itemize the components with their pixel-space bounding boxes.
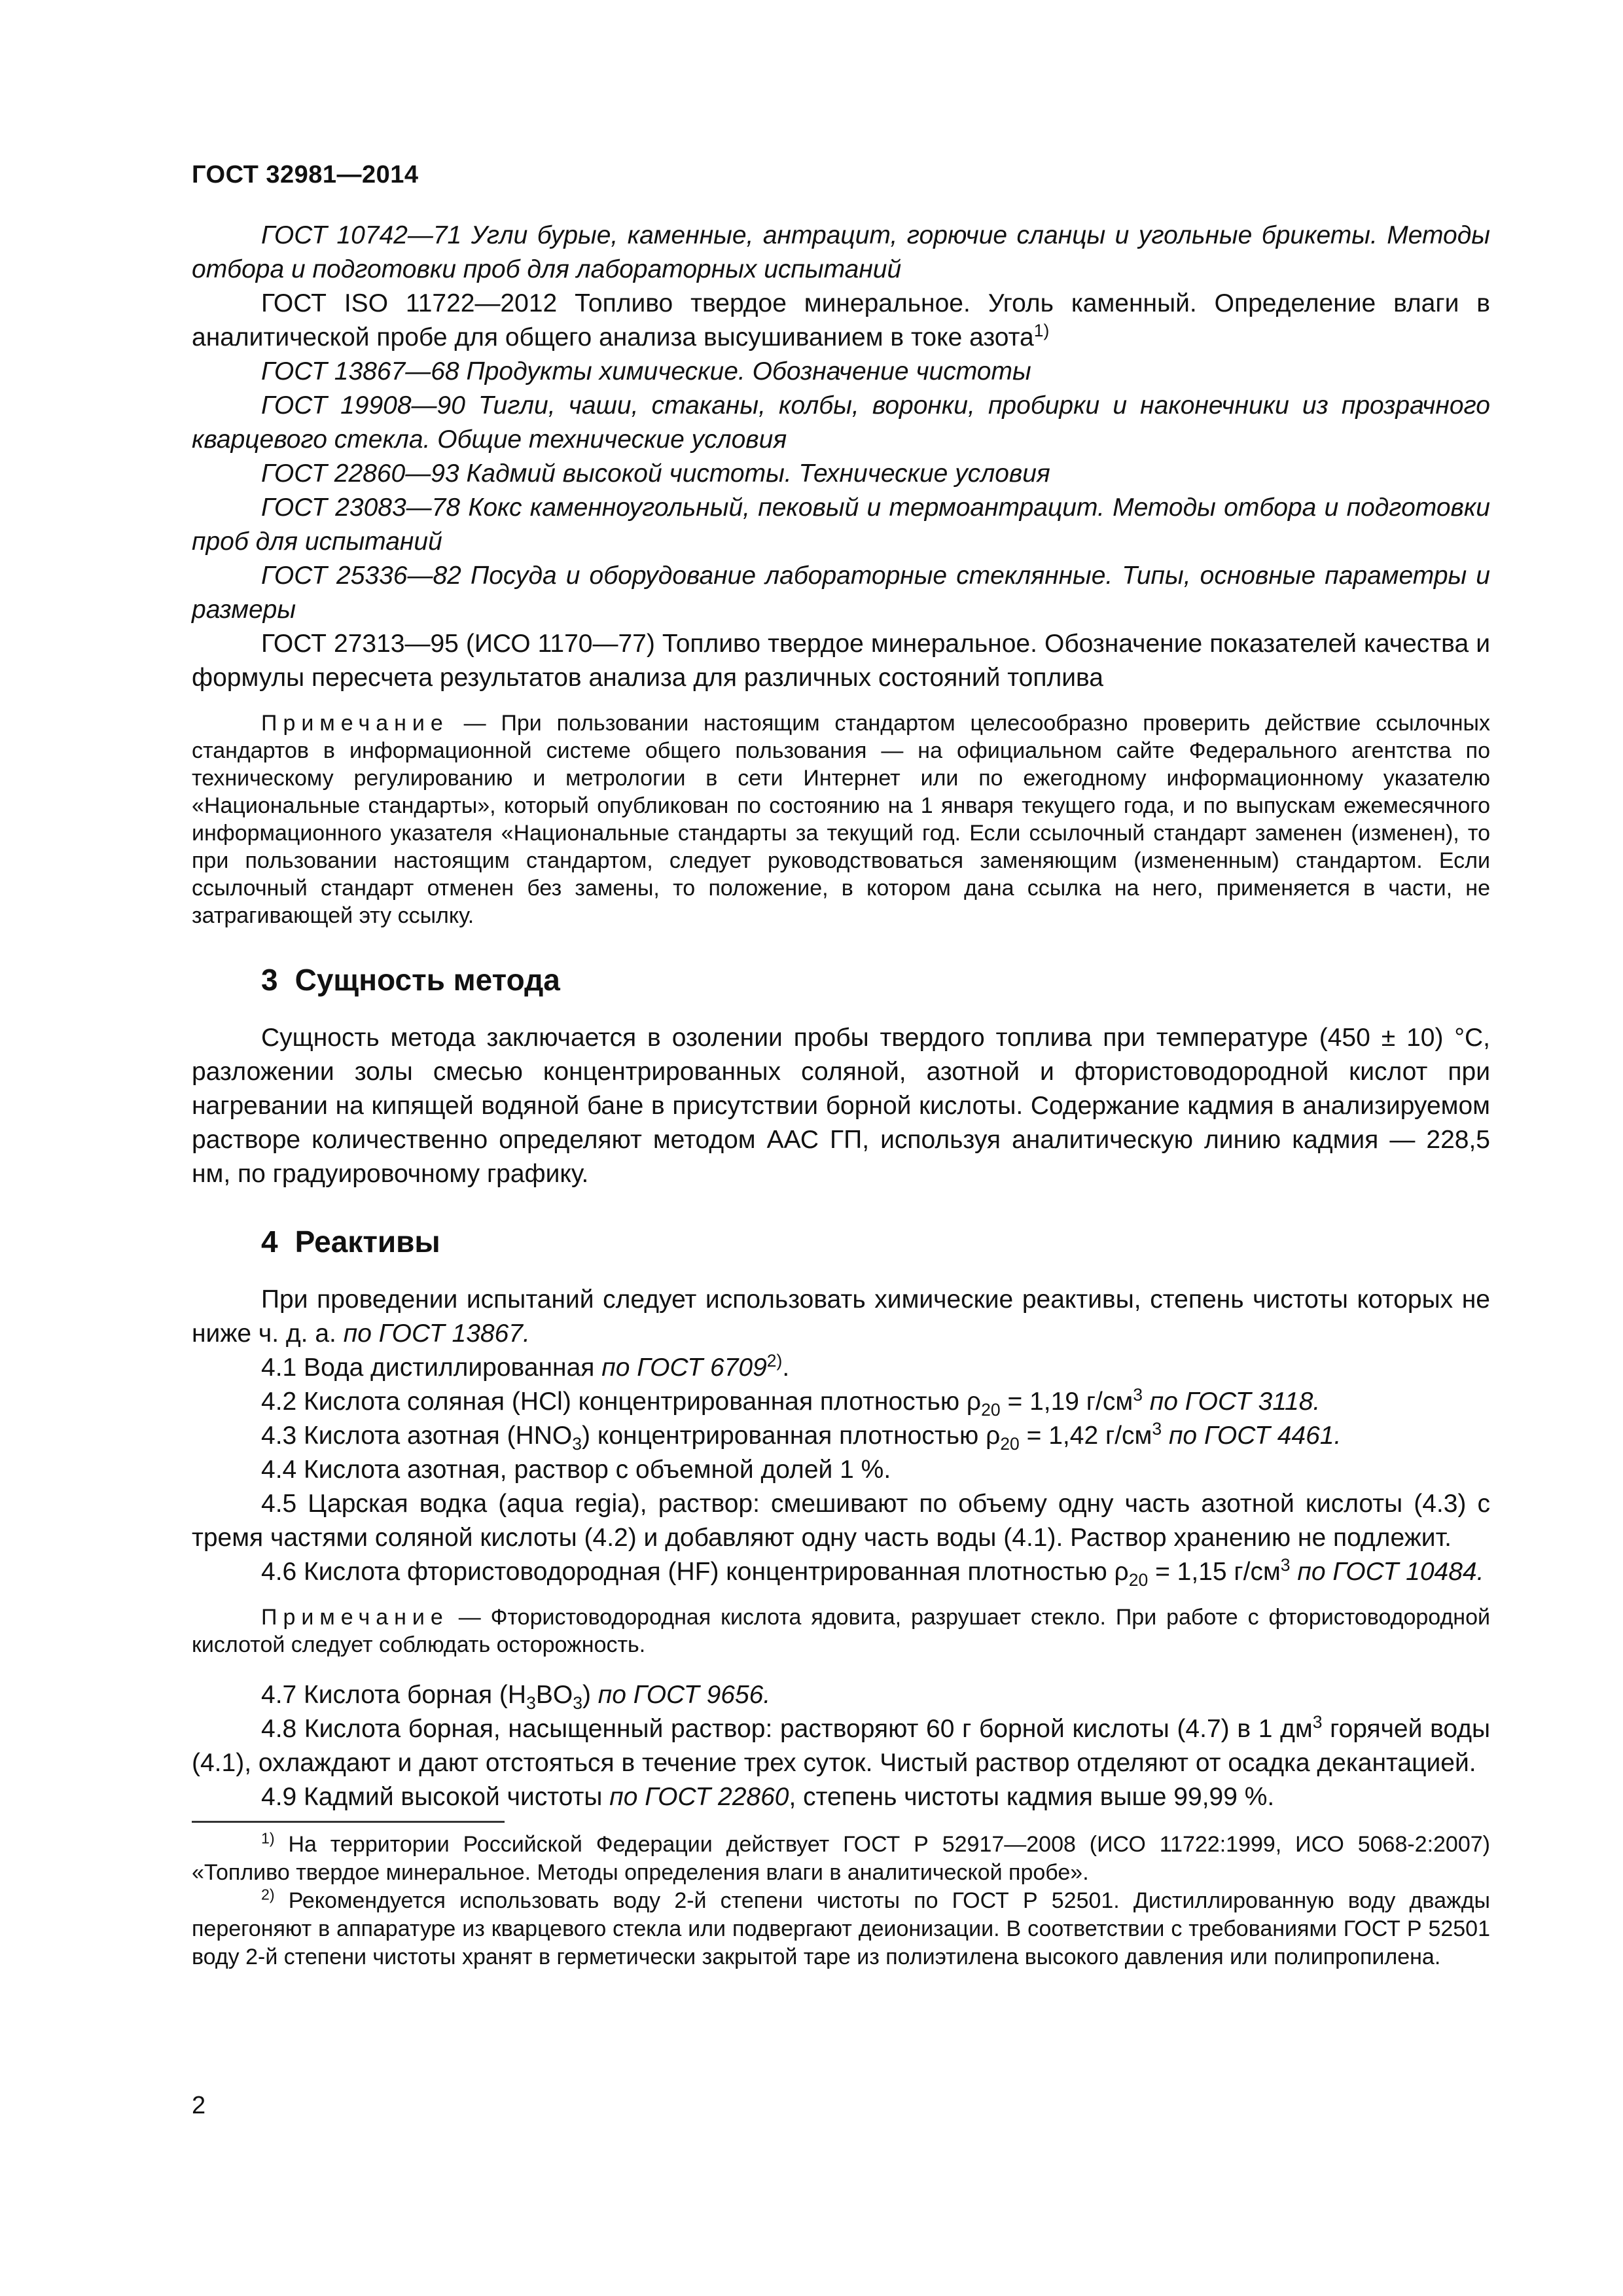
reference-item: ГОСТ 19908—90 Тигли, чаши, стаканы, колбы, воронки, пробирки и наконечники из прозрачного кварцевого стекла. Общие технические условия [192, 391, 1490, 454]
item-4-4: 4.4 Кислота азотная, раствор с объемной долей 1 %. [261, 1456, 891, 1484]
item-4-6: 4.6 Кислота фтористоводородная (HF) концентрированная плотностью $\rho_{20} = 1,15$ $г/см^3$ по ГОСТ 10484. [261, 1555, 1484, 1590]
reference-item: ГОСТ 23083—78 Кокс каменноугольный, пековый и термоантрацит. Методы отбора и подготовки проб для испытаний [192, 493, 1490, 556]
note-hf-acid [192, 1604, 1490, 1659]
section-title: Сущность метода [294, 963, 560, 997]
section-number: 4 [261, 1225, 278, 1259]
item-4-3: 4.3 Кислота азотная $(HNO_3)$ концентрированная плотностью $\rho_{20} = 1,42$ $г/см^3$ по ГОСТ 4461. [261, 1419, 1342, 1454]
reference-item: ГОСТ 22860—93 Кадмий высокой чистоты. Технические условия [261, 459, 1050, 488]
item-4-8: 4.8 Кислота борная, насыщенный раствор: растворяют 60 г борной кислоты (4.7) в 1 $дм^3$ горячей воды (4.1), охлаждают и дают отстояться в течение трех суток. Чистый раствор отделяют от осадка декантацией. [192, 1712, 1490, 1777]
footnote-separator [192, 1821, 505, 1823]
note-label: Примечание [261, 711, 449, 736]
footnote-1: $^{1)}$ На территории Российской Федерации действует ГОСТ Р 52917—2008 (ИСО 11722:1999, ИСО 5068-2:2007) «Топливо твердое минеральное. Методы определения влаги в аналитической пробе». [192, 1829, 1490, 1885]
item-4-7: 4.7 Кислота борная $(H_3BO_3)$ по ГОСТ 9656. [261, 1681, 771, 1713]
note-references [192, 709, 1490, 929]
reference-item: ГОСТ ISO 11722—2012 Топливо твердое минеральное. Уголь каменный. Определение влаги в аналитической пробе для общего анализа высушиванием в токе азота$^{1)}$ [192, 289, 1490, 351]
reference-item: ГОСТ 10742—71 Угли бурые, каменные, антрацит, горючие сланцы и угольные брикеты. Методы отбора и подготовки проб для лабораторных испытаний [192, 221, 1490, 283]
section-3-body: Сущность метода заключается в озолении пробы твердого топлива при температуре (450 ± 10) °С, разложении золы смесью концентрированных соляной, азотной и фтористоводородной кислот при нагревании на кипящей водяной бане в присутствии борной кислоты. Содержание кадмия в анализируемом растворе количественно определяют методом ААС ГП, используя аналитическую линию кадмия — 228,5 нм, по градуировочному графику. [192, 1024, 1490, 1188]
page-content [192, 219, 1490, 1971]
note-text: — При пользовании настоящим стандартом целесообразно проверить действие ссылочных стандартов в информационной системе общего пользования — на официальном сайте Федерального агентства по техническому регулированию и метрологии в сети Интернет или по ежегодному информационному указателю «Национальные стандарты», который опубликован по состоянию на 1 января текущего года, и по выпускам ежемесячного информационного указателя «Национальные стандарты за текущий год. Если ссылочный стандарт заменен (изменен), то при пользовании настоящим стандартом, следует руководствоваться заменяющим (измененным) стандартом. Если ссылочный стандарт отменен без замены, то положение, в котором дана ссылка на него, применяется в части, не затрагивающей эту ссылку. [192, 711, 1490, 928]
section-number: 3 [261, 963, 278, 997]
section-title: Реактивы [294, 1225, 440, 1259]
item-4-2: 4.2 Кислота соляная (HCl) концентрированная плотностью $\rho_{20} = 1,19$ $г/см^3$ по ГОСТ 3118. [261, 1385, 1321, 1420]
section-4-intro: При проведении испытаний следует использовать химические реактивы, степень чистоты которых не ниже ч. д. а. по ГОСТ 13867. [192, 1285, 1490, 1348]
note-text: — Фтористоводородная кислота ядовита, разрушает стекло. При работе с фтористоводородной кислотой следует соблюдать осторожность. [192, 1605, 1490, 1657]
normative-references-list [192, 219, 1490, 695]
reference-item: ГОСТ 13867—68 Продукты химические. Обозначение чистоты [261, 357, 1031, 386]
section-3-heading [192, 962, 1490, 997]
reference-item: ГОСТ 25336—82 Посуда и оборудование лабораторные стеклянные. Типы, основные параметры и размеры [192, 562, 1490, 624]
note-label: Примечание [261, 1605, 449, 1630]
item-4-9: 4.9 Кадмий высокой чистоты по ГОСТ 22860, степень чистоты кадмия выше 99,99 %. [261, 1783, 1275, 1811]
footnote-2: $^{2)}$ Рекомендуется использовать воду 2-й степени чистоты по ГОСТ Р 52501. Дистиллированную воду дважды перегоняют в аппаратуре из кварцевого стекла или подвергают деионизации. В соответствии с требованиями ГОСТ Р 52501 воду 2-й степени чистоты хранят в герметически закрытой таре из полиэтилена высокого давления или полипропилена. [192, 1886, 1490, 1969]
reference-item: ГОСТ 27313—95 (ИСО 1170—77) Топливо твердое минеральное. Обозначение показателей качества и формулы пересчета результатов анализа для различных состояний топлива [192, 630, 1490, 692]
item-4-5: 4.5 Царская водка (aqua regia), раствор: смешивают по объему одну часть азотной кислоты (4.3) с тремя частями соляной кислоты (4.2) и добавляют одну часть воды (4.1). Раствор хранению не подлежит. [192, 1490, 1490, 1552]
section-4-heading [192, 1224, 1490, 1259]
item-4-1: 4.1 Вода дистиллированная по ГОСТ 6709$^{2)}$. [261, 1351, 790, 1382]
page-number: 2 [192, 2092, 206, 2119]
document-code-header: ГОСТ 32981—2014 [192, 161, 419, 188]
